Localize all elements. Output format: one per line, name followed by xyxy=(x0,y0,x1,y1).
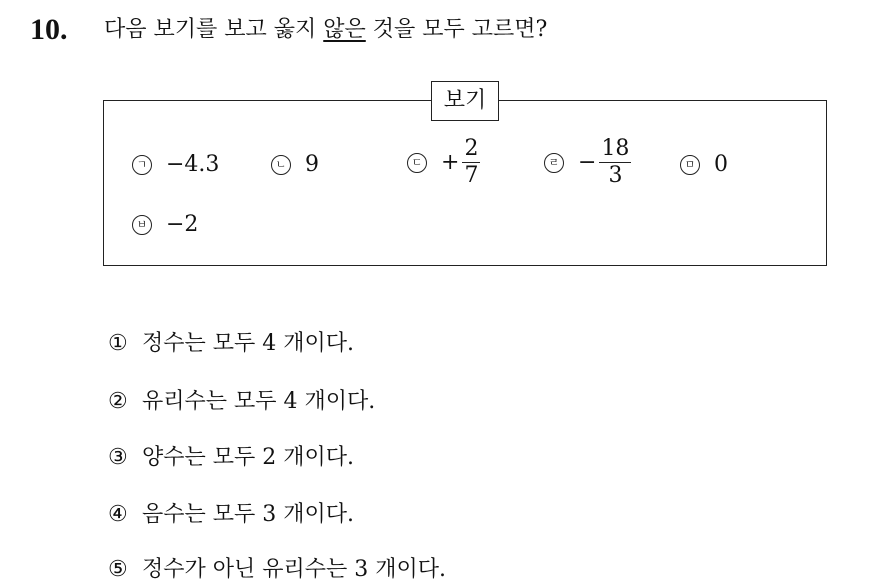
bogi-item-b-label: ㄴ xyxy=(271,155,291,175)
bogi-item-e-label: ㅁ xyxy=(680,155,700,175)
bogi-item-d xyxy=(544,136,631,189)
option-5-text: 정수가 아닌 유리수는 3 개이다. xyxy=(142,557,446,582)
question-underlined-word: 않은 xyxy=(323,17,366,42)
answer-option-1[interactable] xyxy=(108,328,354,360)
option-5-mark: ⑤ xyxy=(108,557,128,582)
question-number: 10. xyxy=(30,13,68,46)
bogi-item-e xyxy=(680,150,728,180)
question-text xyxy=(104,12,547,48)
bogi-title: 보기 xyxy=(431,81,499,121)
option-4-mark: ④ xyxy=(108,502,128,527)
answer-option-3[interactable] xyxy=(108,442,354,474)
option-4-text: 음수는 모두 3 개이다. xyxy=(142,502,354,527)
bogi-item-d-sign: − xyxy=(578,149,597,175)
answer-option-5[interactable] xyxy=(108,554,446,586)
option-1-text: 정수는 모두 4 개이다. xyxy=(142,331,354,356)
bogi-item-b xyxy=(271,150,319,180)
bogi-item-f xyxy=(132,210,198,240)
answer-option-4[interactable] xyxy=(108,499,354,531)
bogi-item-a xyxy=(132,150,219,180)
bogi-item-f-label: ㅂ xyxy=(132,215,152,235)
bogi-item-b-value: 9 xyxy=(305,152,319,177)
bogi-item-f-value: −2 xyxy=(166,212,199,237)
bogi-item-c-sign: + xyxy=(441,149,460,175)
bogi-item-c-fraction xyxy=(462,136,480,189)
bogi-item-d-numerator: 18 xyxy=(601,136,630,161)
bogi-item-e-value: 0 xyxy=(714,152,728,177)
bogi-item-c-label: ㄷ xyxy=(407,153,427,173)
bogi-item-d-denominator: 3 xyxy=(608,163,623,188)
bogi-item-d-label: ㄹ xyxy=(544,153,564,173)
bogi-item-a-value: −4.3 xyxy=(166,152,220,177)
answer-option-2[interactable] xyxy=(108,386,375,418)
bogi-item-c-numerator: 2 xyxy=(464,136,479,161)
option-3-mark: ③ xyxy=(108,445,128,470)
option-3-text: 양수는 모두 2 개이다. xyxy=(142,445,354,470)
bogi-item-c xyxy=(407,136,480,189)
bogi-item-a-label: ㄱ xyxy=(132,155,152,175)
option-2-text: 유리수는 모두 4 개이다. xyxy=(142,389,376,414)
question-text-before: 다음 보기를 보고 옳지 xyxy=(104,17,324,42)
option-1-mark: ① xyxy=(108,331,128,356)
bogi-item-c-denominator: 7 xyxy=(464,163,479,188)
bogi-item-d-fraction xyxy=(599,136,631,189)
option-2-mark: ② xyxy=(108,389,128,414)
question-text-after: 것을 모두 고르면? xyxy=(365,17,548,42)
